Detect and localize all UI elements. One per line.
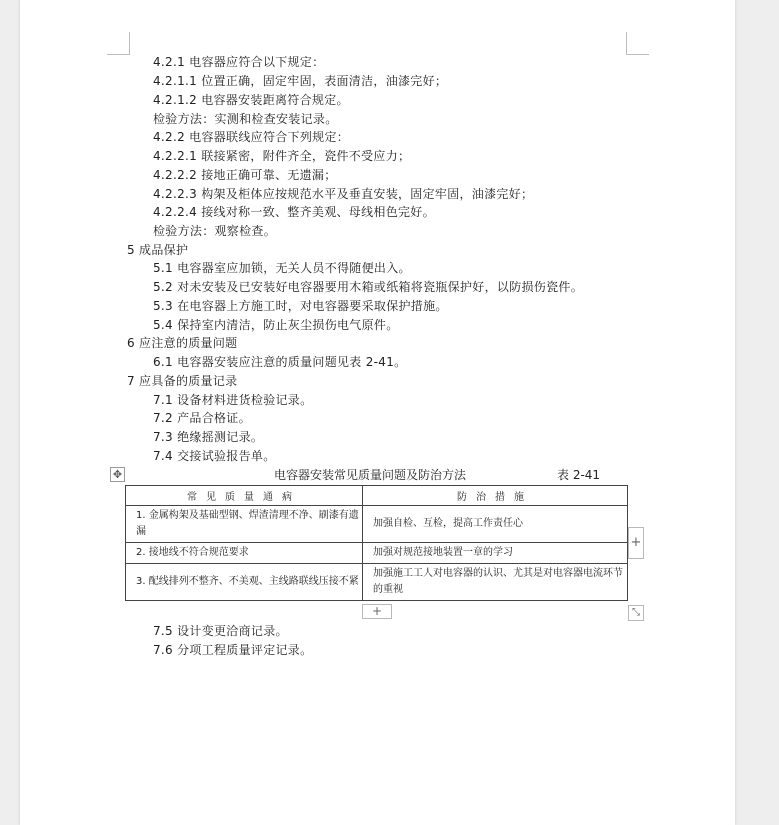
table-cell-problem[interactable]: 3. 配线排列不整齐、不美观、主线路联线压接不紧 [126, 564, 363, 601]
table-resize-icon[interactable]: ⤡ [628, 605, 644, 621]
text-line[interactable]: 检验方法：观察检查。 [153, 224, 277, 238]
header-cell-problem[interactable]: 常见质量通病 [126, 486, 363, 506]
text-line[interactable]: 5.1 电容器室应加锁，无关人员不得随便出入。 [153, 261, 411, 275]
text-line[interactable]: 7.5 设计变更洽商记录。 [153, 624, 288, 638]
text-line[interactable]: 4.2.2.4 接线对称一致、整齐美观、母线相色完好。 [153, 205, 435, 219]
text-line[interactable]: 6.1 电容器安装应注意的质量问题见表 2-41。 [153, 355, 407, 369]
text-line[interactable]: 5.4 保持室内清洁，防止灰尘损伤电气原件。 [153, 318, 399, 332]
text-line[interactable]: 5.2 对未安装及已安装好电容器要用木箱或纸箱将瓷瓶保护好，以防损伤瓷件。 [153, 280, 584, 294]
table-header-row [126, 486, 628, 506]
text-line[interactable]: 4.2.2 电容器联线应符合下列规定： [153, 130, 350, 144]
text-line[interactable]: 7.3 绝缘摇测记录。 [153, 430, 264, 444]
text-line[interactable]: 4.2.1.1 位置正确，固定牢固，表面清洁，油漆完好； [153, 74, 448, 88]
table-cell-measure[interactable]: 加强对规范接地装置一章的学习 [363, 543, 628, 564]
table-number[interactable]: 表 2-41 [557, 468, 601, 482]
add-column-button[interactable]: + [628, 527, 644, 559]
table-cell-problem[interactable]: 2. 接地线不符合规范要求 [126, 543, 363, 564]
document-page [20, 0, 735, 825]
section-heading[interactable]: 6 应注意的质量问题 [127, 336, 238, 350]
table-cell-measure[interactable]: 加强施工工人对电容器的认识、尤其是对电容器电流环节的重视 [363, 564, 628, 601]
text-line[interactable]: 检验方法：实测和检查安装记录。 [153, 112, 338, 126]
margin-corner-mark-left [107, 32, 130, 55]
table-move-handle-icon[interactable]: ✥ [110, 467, 125, 482]
margin-corner-mark-right [626, 32, 649, 55]
text-line[interactable]: 5.3 在电容器上方施工时，对电容器要采取保护措施。 [153, 299, 448, 313]
text-line[interactable]: 7.6 分项工程质量评定记录。 [153, 643, 313, 657]
table-cell-problem[interactable]: 1. 金属构架及基础型钢、焊渣清理不净、刷漆有遗漏 [126, 506, 363, 543]
text-line[interactable]: 7.4 交接试验报告单。 [153, 449, 276, 463]
text-line[interactable]: 4.2.1.2 电容器安装距离符合规定。 [153, 93, 349, 107]
table-row [126, 506, 628, 543]
text-line[interactable]: 4.2.2.3 构架及柜体应按规范水平及垂直安装，固定牢固，油漆完好； [153, 187, 534, 201]
section-heading[interactable]: 5 成品保护 [127, 243, 189, 257]
text-line[interactable]: 4.2.2.2 接地正确可靠、无遗漏； [153, 168, 337, 182]
table-cell-measure[interactable]: 加强自检、互检，提高工作责任心 [363, 506, 628, 543]
section-heading[interactable]: 7 应具备的质量记录 [127, 374, 238, 388]
quality-problems-table [125, 485, 628, 601]
add-row-button[interactable]: + [362, 604, 392, 619]
table-caption [127, 465, 627, 483]
table-row [126, 543, 628, 564]
header-cell-measure[interactable]: 防治措施 [363, 486, 628, 506]
text-line[interactable]: 7.2 产品合格证。 [153, 411, 251, 425]
text-line[interactable]: 7.1 设备材料进货检验记录。 [153, 393, 313, 407]
table-row [126, 564, 628, 601]
text-line[interactable]: 4.2.2.1 联接紧密，附件齐全，瓷件不受应力； [153, 149, 411, 163]
table-title[interactable]: 电容器安装常见质量问题及防治方法 [274, 468, 467, 482]
text-line[interactable]: 4.2.1 电容器应符合以下规定： [153, 55, 325, 69]
